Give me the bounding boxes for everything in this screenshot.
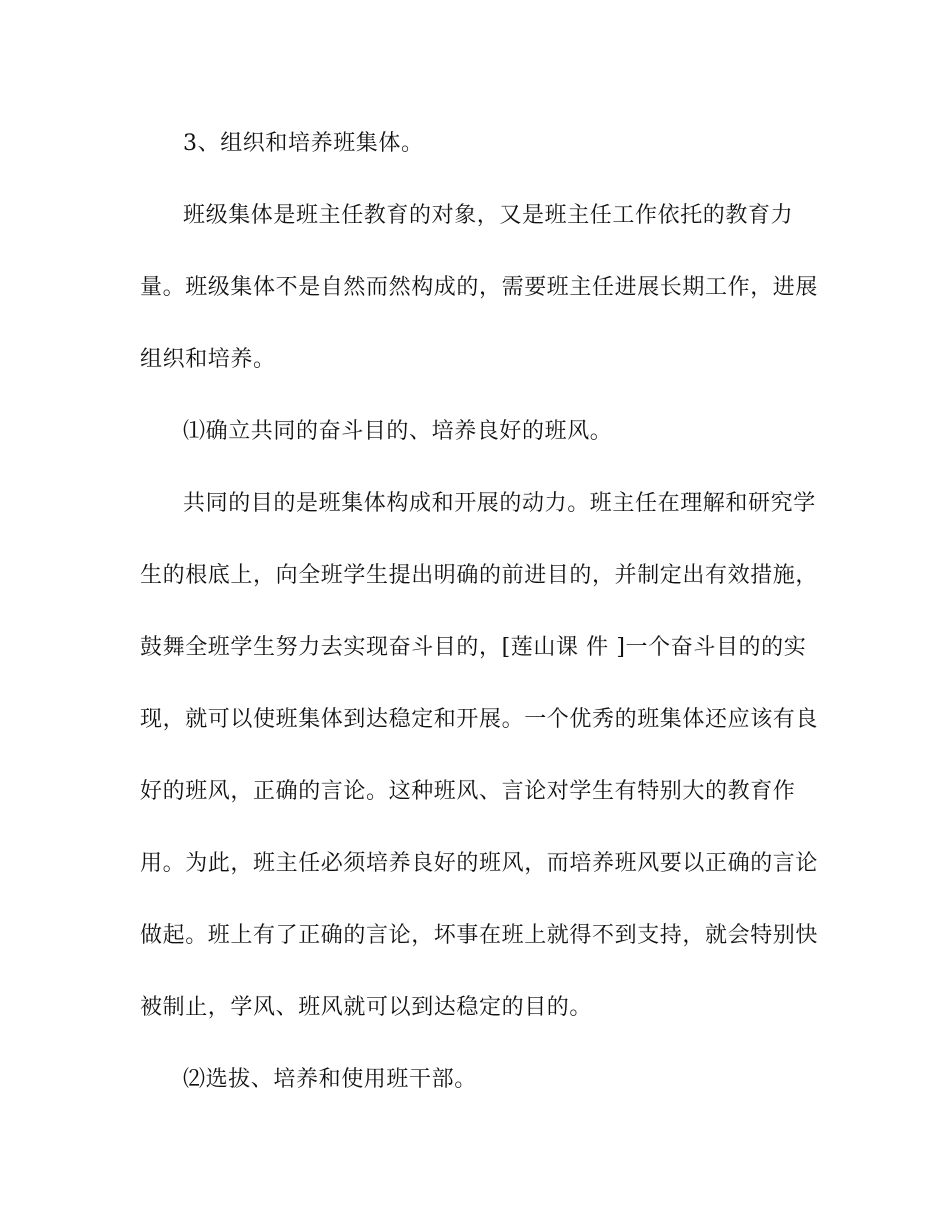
paragraph-line: 组织和培养。 [140,347,276,372]
subsection-heading: ⑵选拔、培养和使用班干部。 [183,1067,477,1092]
paragraph-line: 共同的目的是班集体构成和开展的动力。班主任在理解和研究学 [183,491,816,516]
paragraph-line: 用。为此，班主任必须培养良好的班风，而培养班风要以正确的言论 [140,851,819,876]
paragraph-line: 好的班风，正确的言论。这种班风、言论对学生有特别大的教育作 [140,779,796,804]
paragraph-line: 做起。班上有了正确的言论，坏事在班上就得不到支持，就会特别快 [140,923,819,948]
paragraph-line: 鼓舞全班学生努力去实现奋斗目的，[莲山课 件 ]一个奋斗目的的实 [140,635,807,660]
paragraph-line: 量。班级集体不是自然而然构成的，需要班主任进展长期工作，进展 [140,275,819,300]
subsection-heading: ⑴确立共同的奋斗目的、培养良好的班风。 [183,419,613,444]
paragraph-line: 生的根底上，向全班学生提出明确的前进目的，并制定出有效措施， [140,563,819,588]
paragraph-line: 班级集体是班主任教育的对象，又是班主任工作依托的教育力 [183,203,794,228]
paragraph-line: 现，就可以使班集体到达稳定和开展。一个优秀的班集体还应该有良 [140,707,819,732]
section-heading: 3、组织和培养班集体。 [183,131,424,156]
paragraph-line: 被制止，学风、班风就可以到达稳定的目的。 [140,995,593,1020]
